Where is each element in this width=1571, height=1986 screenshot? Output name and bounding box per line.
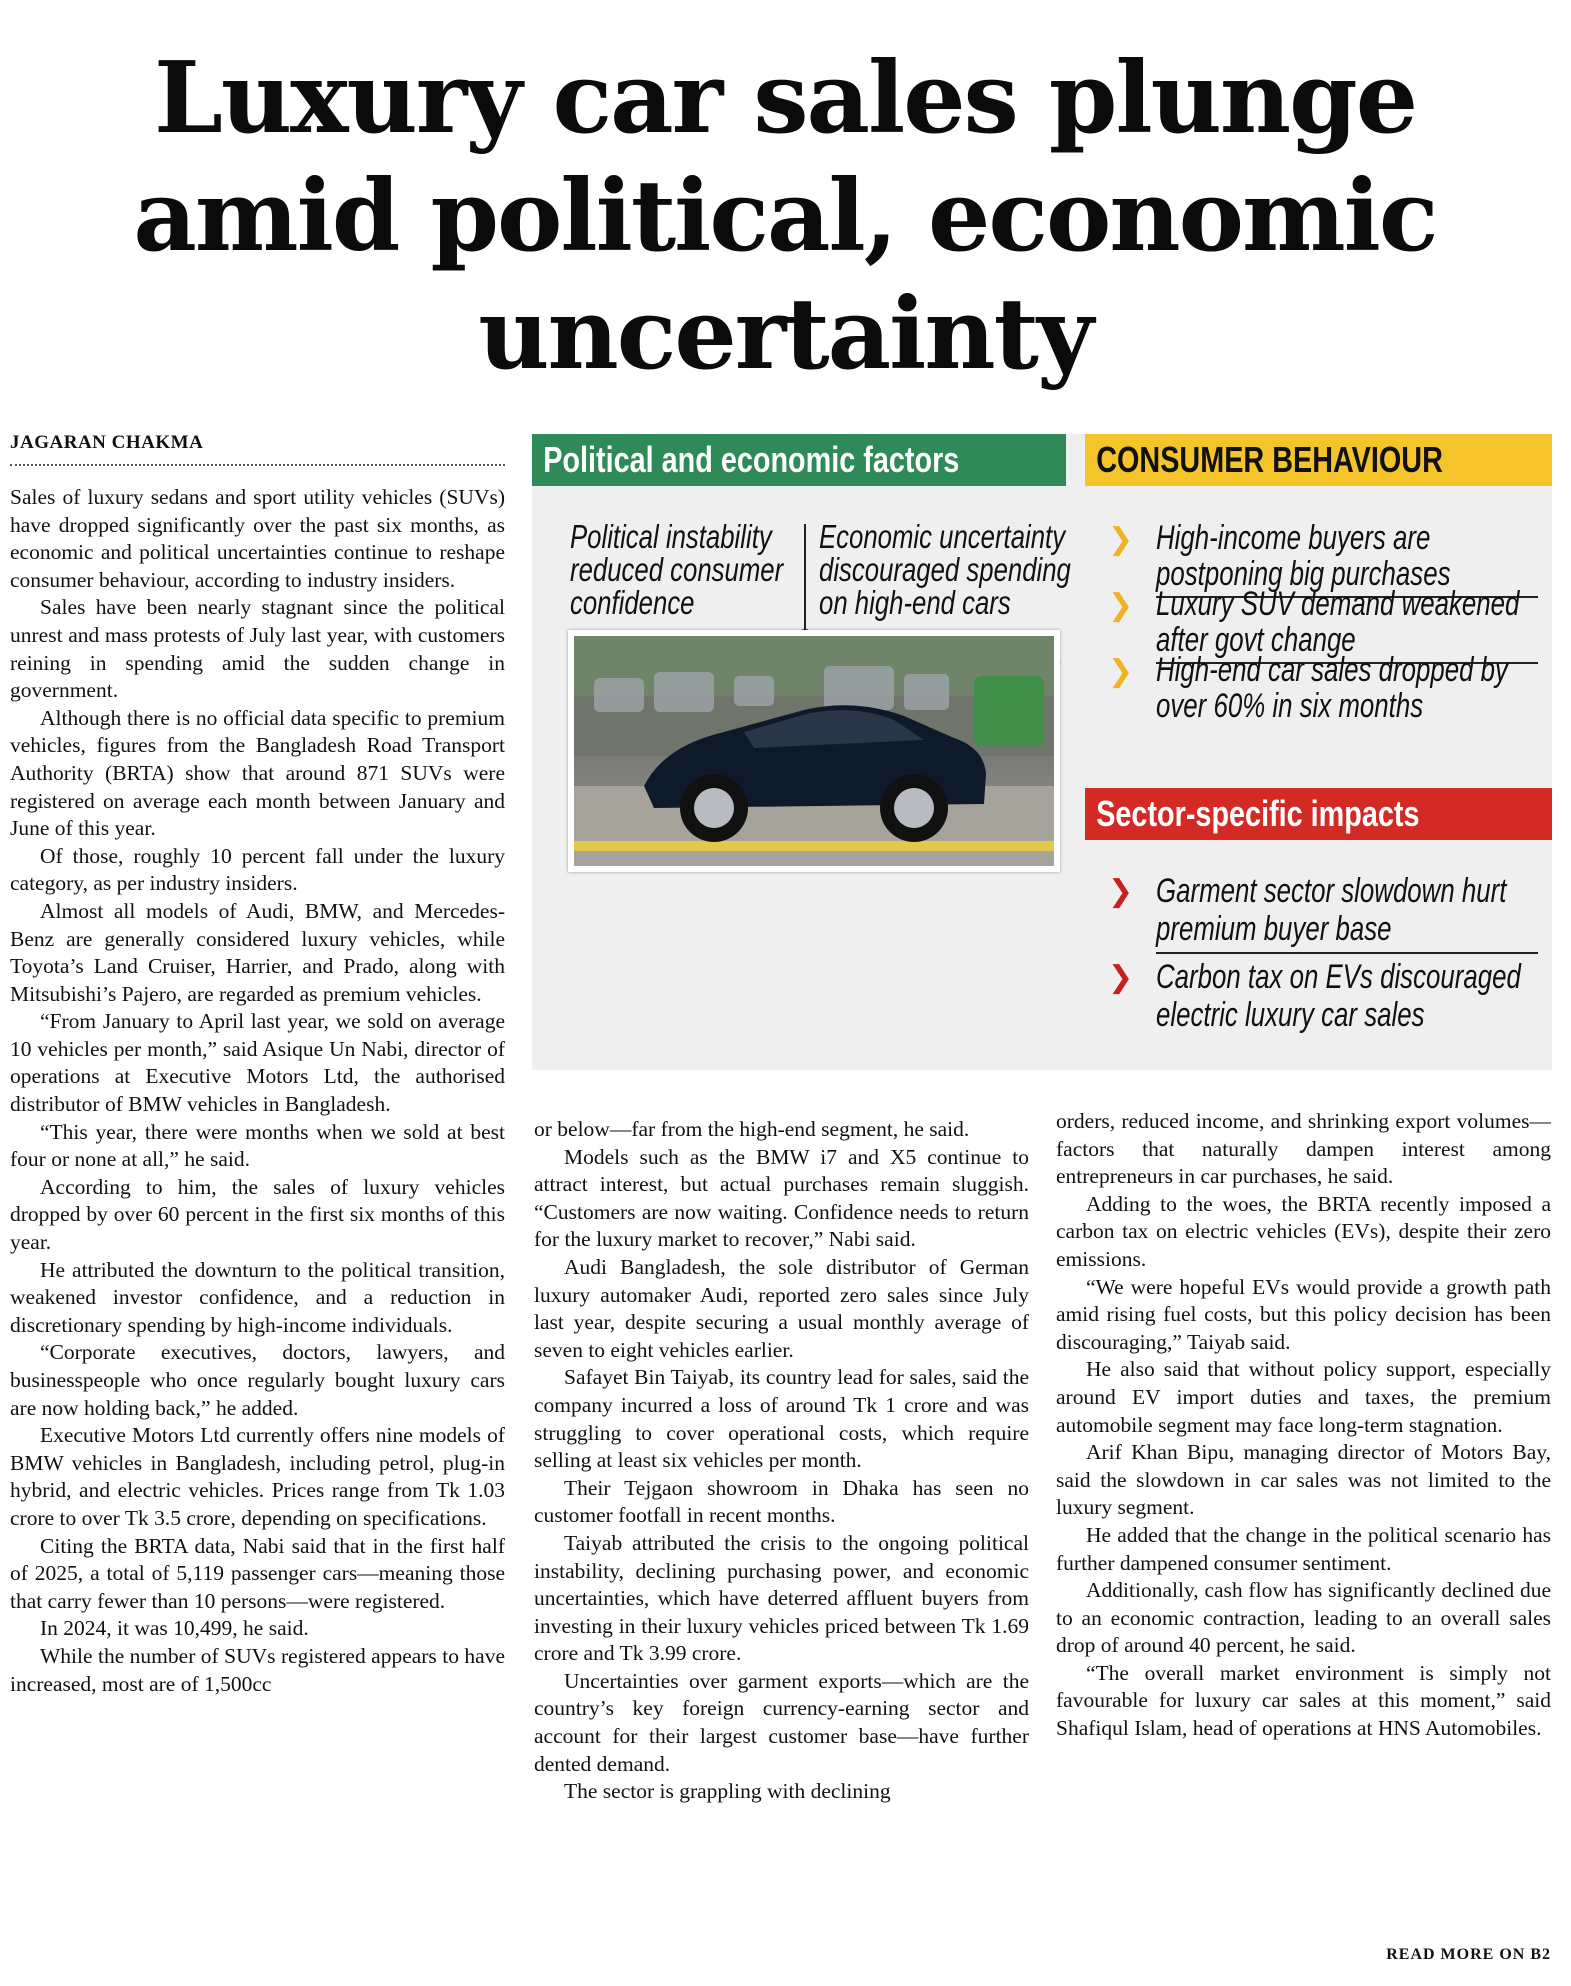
- headline: Luxury car sales plunge amid political, economic uncertainty: [133, 41, 1437, 392]
- byline: JAGARAN CHAKMA: [10, 432, 505, 466]
- paragraph: Additionally, cash flow has significantly declined due to an economic contraction, leading to an overall sales drop of around 40 percent, he said.: [1056, 1578, 1551, 1658]
- infographic-panel: Political and economic factors CONSUMER BEHAVIOUR Political instability reduced consumer confidence Economic uncertainty discouraged spending on high-end cars ❯ High-income buyers are postponing big purchases ❯ Luxury SUV demand weakened after govt change ❯ High-end car sales dropped by over 60% in six months Sector-specific impacts ❯ Garment sector slowdown hurt premium buyer base ❯ Carbon tax on EVs discouraged electric luxury car sales: [532, 434, 1552, 1070]
- paragraph: “This year, there were months when we sold at best four or none at all,” he said.: [10, 1119, 505, 1172]
- paragraph: Of those, roughly 10 percent fall under the luxury category, as per industry insiders.: [10, 843, 505, 896]
- sector-impacts-banner: [1085, 788, 1552, 840]
- factor-economic-uncertainty: Economic uncertainty discouraged spending on high-end cars: [819, 518, 1071, 621]
- chevron-right-icon: ❯: [1108, 654, 1134, 689]
- sector-impacts-title: Sector-specific impacts: [1096, 793, 1420, 834]
- paragraph: Safayet Bin Taiyab, its country lead for sales, said the company incurred a loss of around Tk 1 crore and was struggling to cover operational costs, which require selling at least six vehicles per month.: [534, 1365, 1029, 1473]
- consumer-behaviour-title: CONSUMER BEHAVIOUR: [1096, 439, 1443, 480]
- paragraph: He attributed the downturn to the political transition, weakened investor confidence, and a reduction in discretionary spending by high-income individuals.: [10, 1257, 505, 1337]
- paragraph: Sales have been nearly stagnant since the political unrest and mass protests of July last year, with customers reining in spending amid the sudden change in government.: [10, 595, 505, 703]
- paragraph: “The overall market environment is simply not favourable for luxury car sales at this moment,” said Shafiqul Islam, head of operations at HNS Automobiles.: [1056, 1660, 1551, 1741]
- luxury-suv-photo: [568, 630, 1060, 872]
- factor-political-instability: Political instability reduced consumer confidence: [570, 518, 784, 621]
- chevron-right-icon: ❯: [1108, 874, 1134, 909]
- political-factors-banner: [532, 434, 1066, 486]
- paragraph: “From January to April last year, we sold on average 10 vehicles per month,” said Asique Un Nabi, director of operations at Executive Motors Ltd, the authorised distributor of BMW vehicles in Bangladesh.: [10, 1009, 505, 1117]
- paragraph: Almost all models of Audi, BMW, and Mercedes-Benz are generally considered luxury vehicles, while Toyota’s Land Cruiser, Harrier, and Prado, along with Mitsubishi’s Pajero, are regarded as premium vehicles.: [10, 898, 505, 1006]
- paragraph: He added that the change in the political scenario has further dampened consumer sentiment.: [1056, 1522, 1551, 1575]
- article-column-2: [534, 1116, 1029, 1974]
- paragraph: Citing the BRTA data, Nabi said that in the first half of 2025, a total of 5,119 passenger cars—meaning those that carry fewer than 10 persons—were registered.: [10, 1533, 505, 1613]
- paragraph: In 2024, it was 10,499, he said.: [40, 1616, 309, 1641]
- chevron-right-icon: ❯: [1108, 960, 1134, 995]
- paragraph: Audi Bangladesh, the sole distributor of German luxury automaker Audi, reported zero sales since July last year, despite securing a usual monthly average of seven to eight vehicles earlier.: [534, 1254, 1029, 1362]
- paragraph: Models such as the BMW i7 and X5 continue to attract interest, but actual purchases remain sluggish. “Customers are now waiting. Confidence needs to return for the luxury market to recover,” Nabi said.: [534, 1144, 1029, 1252]
- paragraph: Taiyab attributed the crisis to the ongoing political instability, declining purchasing power, and economic uncertainties, which have deterred affluent buyers from investing in their luxury vehicles priced between Tk 1.69 crore and Tk 3.99 crore.: [534, 1530, 1029, 1666]
- chevron-right-icon: ❯: [1108, 588, 1134, 623]
- article-column-3: [1056, 1108, 1551, 1948]
- paragraph: He also said that without policy support, especially around EV import duties and taxes, the premium automobile segment may face long-term stagnation.: [1056, 1357, 1551, 1437]
- paragraph: or below—far from the high-end segment, he said.: [534, 1117, 970, 1141]
- paragraph: Sales of luxury sedans and sport utility vehicles (SUVs) have dropped significantly over the past six months, as economic and political uncertainties continue to reshape consumer behaviour, according to industry insiders.: [10, 485, 505, 592]
- consumer-behaviour-banner: [1085, 434, 1552, 486]
- paragraph: While the number of SUVs registered appears to have increased, most are of 1,500cc: [10, 1643, 505, 1696]
- political-factors-title: Political and economic factors: [543, 439, 960, 480]
- paragraph: orders, reduced income, and shrinking export volumes—factors that naturally dampen interest among entrepreneurs in car purchases, he said.: [1056, 1109, 1551, 1189]
- car-illustration: [574, 636, 1054, 866]
- chevron-right-icon: ❯: [1108, 522, 1134, 557]
- paragraph: According to him, the sales of luxury vehicles dropped by over 60 percent in the first six months of this year.: [10, 1174, 505, 1255]
- paragraph: The sector is grappling with declining: [564, 1779, 891, 1804]
- paragraph: Uncertainties over garment exports—which are the country’s key foreign currency-earning sector and account for their largest customer base—have further dented demand.: [534, 1668, 1029, 1776]
- paragraph: Adding to the woes, the BRTA recently imposed a carbon tax on electric vehicles (EVs), despite their zero emissions.: [1056, 1191, 1551, 1271]
- paragraph: Although there is no official data specific to premium vehicles, figures from the Bangladesh Road Transport Authority (BRTA) show that around 871 SUVs were registered on average each month between January and June of this year.: [10, 705, 505, 841]
- article-column-1: [10, 484, 505, 1974]
- paragraph: “Corporate executives, doctors, lawyers, and businesspeople who once regularly bought luxury cars are now holding back,” he added.: [10, 1340, 505, 1420]
- divider: [1156, 952, 1538, 954]
- read-more-link[interactable]: READ MORE ON B2: [1386, 1946, 1551, 1963]
- paragraph: Their Tejgaon showroom in Dhaka has seen no customer footfall in recent months.: [534, 1475, 1029, 1528]
- paragraph: Executive Motors Ltd currently offers nine models of BMW vehicles in Bangladesh, including petrol, plug-in hybrid, and electric vehicles. Prices range from Tk 1.03 crore to over Tk 3.5 crore, depending on specifications.: [10, 1423, 505, 1530]
- paragraph: “We were hopeful EVs would provide a growth path amid rising fuel costs, but this policy decision has been discouraging,” Taiyab said.: [1056, 1274, 1551, 1354]
- paragraph: Arif Khan Bipu, managing director of Motors Bay, said the slowdown in car sales was not limited to the luxury segment.: [1056, 1440, 1551, 1520]
